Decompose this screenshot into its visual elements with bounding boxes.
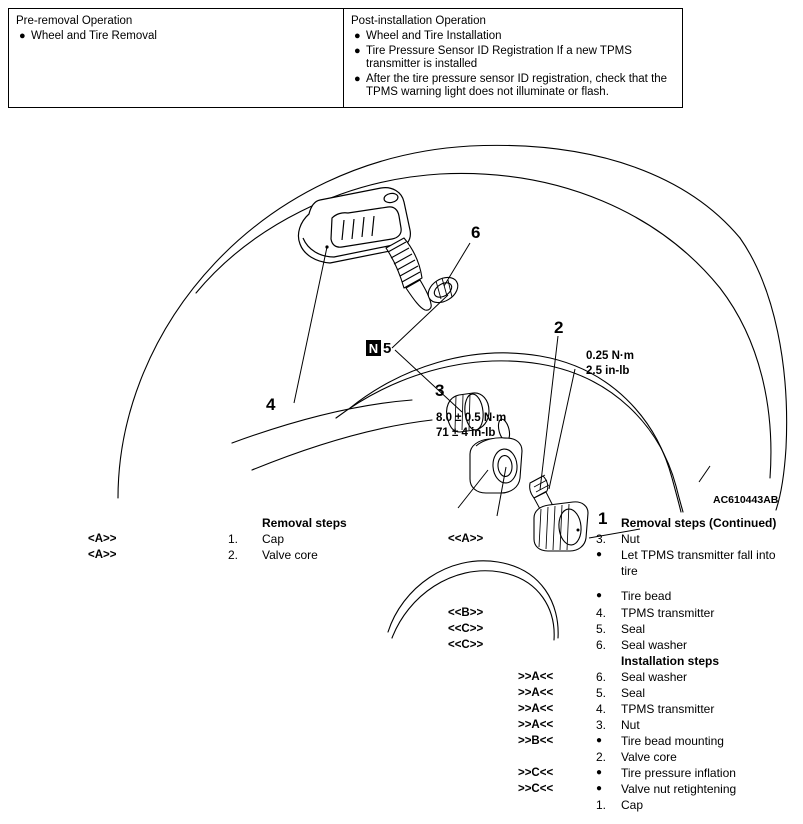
torque-valve-core-metric: 0.25 N·m — [586, 350, 634, 362]
rim-section-lines — [232, 400, 432, 470]
step-marker: <<C>> — [448, 639, 484, 651]
step-number: 5. — [596, 686, 607, 700]
step-label: Seal — [621, 622, 646, 636]
step-row — [0, 781, 802, 797]
bullet-icon: ● — [596, 783, 603, 794]
step-label: Valve core — [262, 548, 318, 562]
torque-valve-core-imperial: 2.5 in-lb — [586, 365, 630, 377]
step-row — [0, 531, 802, 547]
step-row — [0, 605, 802, 621]
list-item-label: After the tire pressure sensor ID registration, check that the TPMS warning light does not illuminate or flash. — [366, 72, 668, 98]
step-label: Cap — [262, 532, 285, 546]
step-label: Cap — [621, 798, 644, 812]
step-marker: >>A<< — [518, 687, 554, 699]
step-number: 2. — [596, 750, 607, 764]
step-row — [0, 669, 802, 685]
step-row — [0, 685, 802, 701]
list-item — [351, 73, 675, 100]
drawing-code: AC610443AB — [713, 494, 779, 506]
steps-section — [0, 515, 802, 824]
torque-nut-imperial: 71 ± 4 in-lb — [436, 427, 496, 439]
step-row — [0, 733, 802, 749]
step-row — [0, 588, 802, 604]
torque-nut-metric: 8.0 ± 0.5 N·m — [436, 412, 507, 424]
non-reusable-symbol-n: N — [368, 341, 379, 356]
step-number: 6. — [596, 638, 607, 652]
step-number: 6. — [596, 670, 607, 684]
step-number: 3. — [596, 532, 607, 546]
step-label: Tire bead mounting — [621, 734, 724, 748]
callout-4: 4 — [266, 395, 276, 414]
step-row — [0, 547, 802, 563]
step-number: 5. — [596, 622, 607, 636]
step-label: Let TPMS transmitter fall into — [621, 548, 776, 562]
list-item — [16, 30, 336, 44]
removal-continued-header: Removal steps (Continued) — [621, 516, 777, 530]
step-number: 2. — [228, 548, 239, 562]
post-installation-operation-cell — [344, 9, 682, 107]
bullet-icon: ● — [354, 72, 361, 85]
step-marker: >>A<< — [518, 719, 554, 731]
bullet-icon: ● — [596, 590, 603, 601]
step-label-continued: tire — [621, 564, 638, 578]
callout-1: 1 — [598, 509, 608, 528]
list-item-label: Wheel and Tire Installation — [366, 30, 502, 42]
bullet-icon: ● — [596, 767, 603, 778]
step-label: Seal washer — [621, 670, 688, 684]
step-label: Valve core — [621, 750, 677, 764]
step-number: 1. — [596, 798, 607, 812]
pre-removal-operation-cell — [9, 9, 344, 107]
valve-stem-threaded — [386, 238, 431, 310]
list-item — [351, 45, 675, 72]
step-label: TPMS transmitter — [621, 702, 715, 716]
list-item-label: Wheel and Tire Removal — [31, 30, 157, 42]
step-label: Nut — [621, 718, 640, 732]
non-reusable-part-number: 5 — [383, 340, 392, 357]
callout-3: 3 — [435, 381, 445, 400]
step-label: Valve nut retightening — [621, 782, 737, 796]
post-installation-operation-title: Post-installation Operation — [351, 15, 486, 27]
step-marker: <<A>> — [448, 533, 484, 545]
list-item — [351, 30, 675, 44]
bullet-icon: ● — [354, 30, 361, 42]
step-label: Nut — [621, 532, 640, 546]
step-marker: <<B>> — [448, 607, 484, 619]
step-label: Seal washer — [621, 638, 688, 652]
step-number: 4. — [596, 606, 607, 620]
installation-steps-header-row — [0, 653, 802, 669]
step-row — [0, 621, 802, 637]
removal-steps-header: Removal steps — [262, 516, 347, 530]
step-row — [0, 701, 802, 717]
step-marker: >>A<< — [518, 671, 554, 683]
step-marker: <A>> — [88, 533, 117, 545]
installation-steps-header: Installation steps — [621, 654, 720, 668]
bullet-icon: ● — [596, 549, 603, 560]
callout-2: 2 — [554, 318, 564, 337]
bullet-icon: ● — [596, 735, 603, 746]
non-reusable-marker — [366, 340, 391, 357]
step-row — [0, 717, 802, 733]
step-number: 3. — [596, 718, 607, 732]
step-marker: <<C>> — [448, 623, 484, 635]
pre-removal-operation-title: Pre-removal Operation — [16, 15, 133, 27]
step-marker: >>C<< — [518, 767, 554, 779]
step-label: Tire pressure inflation — [621, 766, 736, 780]
step-marker: >>C<< — [518, 783, 554, 795]
callout-6: 6 — [471, 223, 481, 242]
step-marker: >>A<< — [518, 703, 554, 715]
bullet-icon: ● — [19, 30, 26, 42]
step-marker: <A>> — [88, 549, 117, 561]
step-label: TPMS transmitter — [621, 606, 715, 620]
removal-continued-header-row — [0, 515, 802, 531]
step-number: 4. — [596, 702, 607, 716]
post-installation-operation-list — [351, 30, 675, 100]
step-row — [0, 637, 802, 653]
step-number: 1. — [228, 532, 239, 546]
list-item-label: Tire Pressure Sensor ID Registration If a new TPMS transmitter is installed — [366, 44, 632, 70]
step-marker: >>B<< — [518, 735, 554, 747]
leader-lines — [294, 243, 710, 538]
operations-table — [8, 8, 683, 108]
step-row — [0, 797, 802, 813]
nut-part — [470, 438, 522, 493]
step-row — [0, 749, 802, 765]
step-row-continuation — [0, 563, 802, 579]
bullet-icon: ● — [354, 44, 361, 57]
step-label: Seal — [621, 686, 646, 700]
step-row — [0, 765, 802, 781]
pre-removal-operation-list — [16, 30, 336, 44]
step-label: Tire bead — [621, 589, 672, 603]
